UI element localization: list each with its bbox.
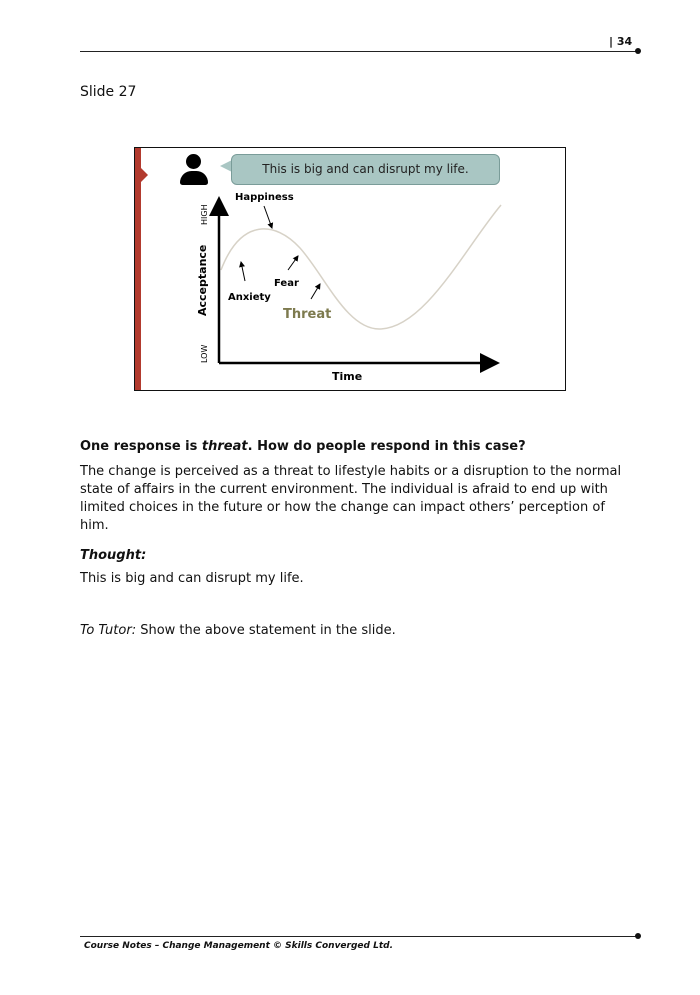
fear-arrow [288, 256, 298, 270]
question-prefix: One response is [80, 439, 202, 454]
thought-text: This is big and can disrupt my life. [80, 571, 304, 586]
y-axis-high-label: HIGH [200, 204, 209, 225]
y-axis-label: Acceptance [196, 244, 209, 316]
anxiety-arrow [241, 262, 245, 281]
threat-label: Threat [283, 307, 332, 322]
speech-bubble: This is big and can disrupt my life. [231, 154, 500, 185]
x-axis-label: Time [332, 370, 363, 383]
slide-image [134, 147, 566, 391]
question-suffix: . How do people respond in this case? [247, 439, 526, 454]
tutor-label: To Tutor: [80, 623, 137, 638]
tutor-text: Show the above statement in the slide. [136, 623, 396, 638]
page-number: | 34 [609, 35, 633, 48]
acceptance-curve-diagram [135, 148, 565, 390]
happiness-label: Happiness [235, 192, 294, 203]
footer-rule [80, 936, 638, 937]
footer-rule-dot [635, 933, 641, 939]
header-rule-dot [635, 48, 641, 54]
fear-label: Fear [274, 278, 299, 289]
answer-paragraph: The change is perceived as a threat to lifestyle habits or a disruption to the normal state of affairs in the current environment. The individual is afraid to end up with limited choices in the future or how the change can impact others’ perception of him. [80, 464, 622, 533]
anxiety-label: Anxiety [228, 292, 271, 303]
thought-label: Thought: [80, 548, 147, 563]
acceptance-curve [221, 205, 501, 329]
y-axis-low-label: LOW [200, 344, 209, 363]
tutor-note [80, 622, 625, 640]
question-heading [80, 438, 625, 456]
slide-label: Slide 27 [80, 84, 137, 100]
happiness-arrow [264, 206, 272, 228]
header-rule [80, 51, 638, 52]
threat-arrow [311, 284, 320, 299]
question-emphasis: threat [201, 439, 248, 454]
footer-text: Course Notes – Change Management © Skills Converged Ltd. [84, 941, 393, 951]
